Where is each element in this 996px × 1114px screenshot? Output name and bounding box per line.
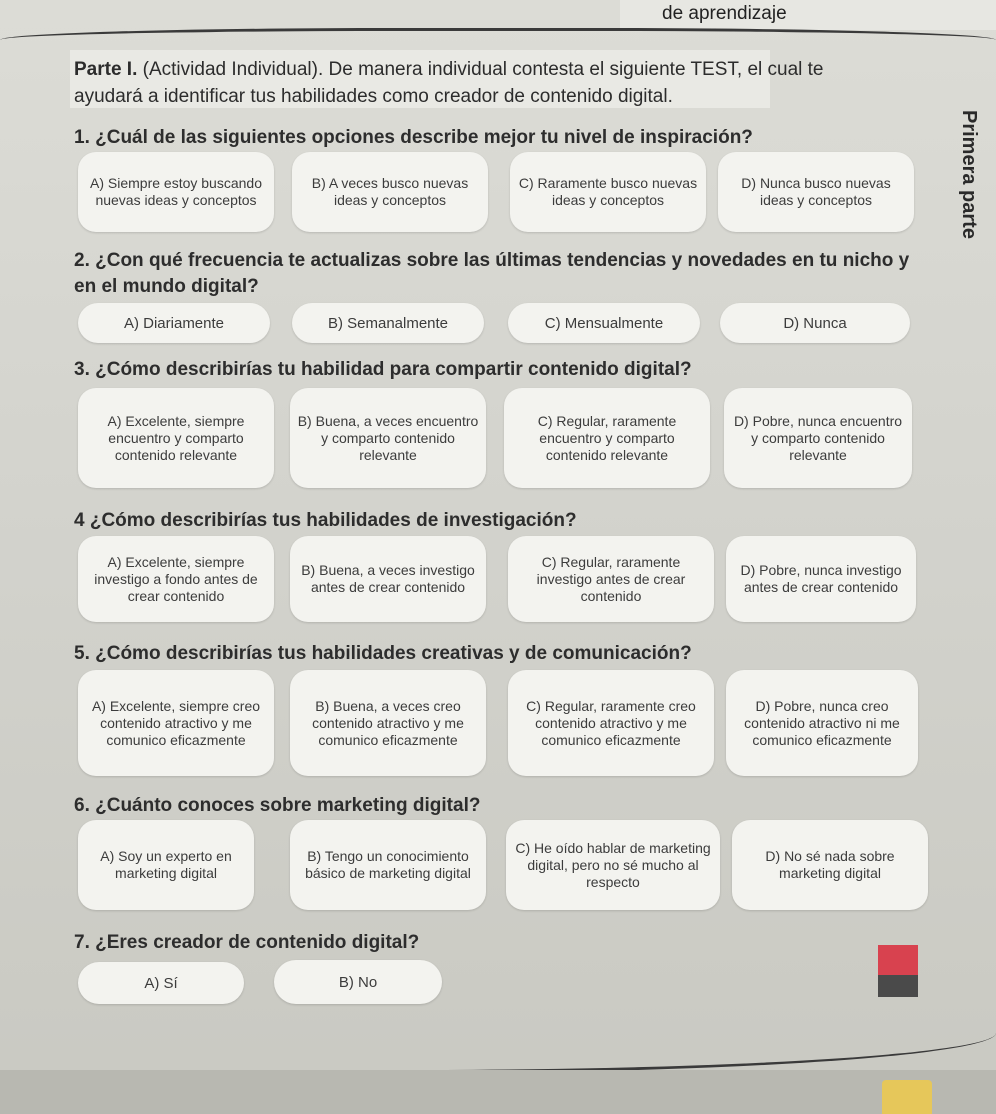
q5-option-a[interactable]: A) Excelente, siempre creo contenido atractivo y me comunico eficazmente [78, 670, 274, 776]
part-label: Parte I. [74, 59, 138, 80]
q4-option-d[interactable]: D) Pobre, nunca investigo antes de crear contenido [726, 536, 916, 622]
q1-option-a[interactable]: A) Siempre estoy buscando nuevas ideas y conceptos [78, 152, 274, 232]
question-2: 2. ¿Con qué frecuencia te actualizas sobre las últimas tendencias y novedades en tu nicho y en el mundo digital? [74, 250, 910, 297]
q3-option-c[interactable]: C) Regular, raramente encuentro y comparto contenido relevante [504, 388, 710, 488]
decorative-gray-block [878, 975, 918, 997]
decorative-border-bottom [30, 1020, 996, 1073]
question-7: 7. ¿Eres creador de contenido digital? [74, 932, 420, 953]
intro-paragraph [74, 56, 894, 110]
q7-option-b[interactable]: B) No [274, 960, 442, 1004]
header-title: de aprendizaje [662, 3, 787, 24]
question-5: 5. ¿Cómo describirías tus habilidades creativas y de comunicación? [74, 643, 692, 664]
q3-option-a[interactable]: A) Excelente, siempre encuentro y comparto contenido relevante [78, 388, 274, 488]
q1-option-c[interactable]: C) Raramente busco nuevas ideas y conceptos [510, 152, 706, 232]
q5-option-c[interactable]: C) Regular, raramente creo contenido atractivo y me comunico eficazmente [508, 670, 714, 776]
question-6: 6. ¿Cuánto conoces sobre marketing digital? [74, 795, 481, 816]
q2-option-b[interactable]: B) Semanalmente [292, 303, 484, 343]
side-section-label: Primera parte [958, 110, 980, 239]
q2-option-c[interactable]: C) Mensualmente [508, 303, 700, 343]
q6-option-d[interactable]: D) No sé nada sobre marketing digital [732, 820, 928, 910]
question-3: 3. ¿Cómo describirías tu habilidad para compartir contenido digital? [74, 359, 692, 380]
decorative-border-top [0, 28, 996, 47]
q1-option-d[interactable]: D) Nunca busco nuevas ideas y conceptos [718, 152, 914, 232]
question-1: 1. ¿Cuál de las siguientes opciones describe mejor tu nivel de inspiración? [74, 127, 753, 148]
q2-option-d[interactable]: D) Nunca [720, 303, 910, 343]
q3-option-d[interactable]: D) Pobre, nunca encuentro y comparto contenido relevante [724, 388, 912, 488]
question-4: 4 ¿Cómo describirías tus habilidades de investigación? [74, 510, 577, 531]
q2-option-a[interactable]: A) Diariamente [78, 303, 270, 343]
page-bottom-margin [0, 1070, 996, 1114]
q4-option-a[interactable]: A) Excelente, siempre investigo a fondo antes de crear contenido [78, 536, 274, 622]
q3-option-b[interactable]: B) Buena, a veces encuentro y comparto contenido relevante [290, 388, 486, 488]
q6-option-a[interactable]: A) Soy un experto en marketing digital [78, 820, 254, 910]
q4-option-c[interactable]: C) Regular, raramente investigo antes de crear contenido [508, 536, 714, 622]
decorative-yellow-tab [882, 1080, 932, 1114]
q6-option-b[interactable]: B) Tengo un conocimiento básico de marketing digital [290, 820, 486, 910]
q7-option-a[interactable]: A) Sí [78, 962, 244, 1004]
q1-option-b[interactable]: B) A veces busco nuevas ideas y conceptos [292, 152, 488, 232]
intro-text: (Actividad Individual). De manera individual contesta el siguiente TEST, el cual te ayudará a identificar tus habilidades como creador de contenido digital. [74, 59, 824, 107]
q4-option-b[interactable]: B) Buena, a veces investigo antes de crear contenido [290, 536, 486, 622]
q5-option-b[interactable]: B) Buena, a veces creo contenido atractivo y me comunico eficazmente [290, 670, 486, 776]
q6-option-c[interactable]: C) He oído hablar de marketing digital, pero no sé mucho al respecto [506, 820, 720, 910]
decorative-red-block [878, 945, 918, 975]
q5-option-d[interactable]: D) Pobre, nunca creo contenido atractivo ni me comunico eficazmente [726, 670, 918, 776]
